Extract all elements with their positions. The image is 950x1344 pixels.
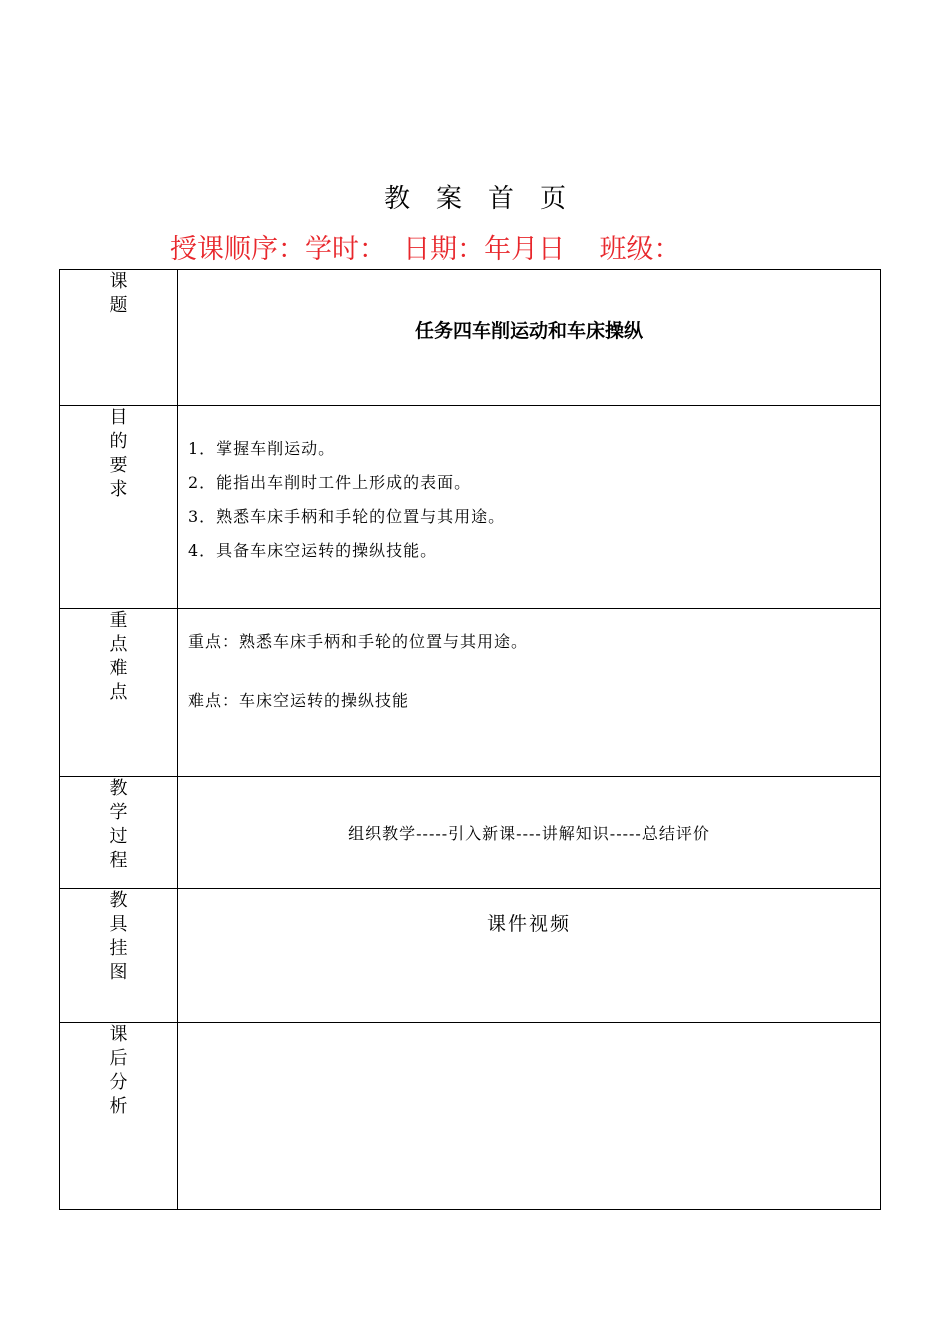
lesson-plan-table (59, 269, 881, 1210)
page-title: 教案首页 (383, 184, 592, 214)
lesson-info-line: 授课顺序：学时： 日期：年月日 班级： (170, 234, 681, 265)
row-label-cell (60, 1023, 178, 1210)
analysis-label: 课后分析 (109, 1024, 128, 1117)
key-points-content (178, 609, 880, 711)
tools-text: 课件视频 (486, 913, 571, 935)
tools-label: 教具挂图 (109, 890, 128, 983)
process-label: 教学过程 (109, 778, 128, 871)
tools-row (60, 889, 881, 1023)
goals-list (178, 406, 880, 568)
goals-cell (178, 406, 881, 609)
topic-text: 任务四车削运动和车床操纵 (414, 320, 643, 342)
row-label-cell (60, 889, 178, 1023)
goals-label: 目的要求 (109, 407, 128, 500)
row-label-cell (60, 777, 178, 889)
difficult-point-text: 难点：车床空运转的操纵技能 (188, 691, 410, 710)
analysis-cell (178, 1023, 881, 1210)
topic-label: 课题 (109, 271, 128, 316)
key-points-label: 重点难点 (109, 610, 128, 703)
topic-row (60, 270, 881, 406)
analysis-row (60, 1023, 881, 1210)
process-cell (178, 777, 881, 889)
goals-row (60, 406, 881, 609)
goal-item: 2．能指出车削时工件上形成的表面。 (188, 473, 472, 492)
row-label-cell (60, 406, 178, 609)
key-point-text: 重点：熟悉车床手柄和手轮的位置与其用途。 (188, 632, 529, 651)
process-row (60, 777, 881, 889)
key-points-cell (178, 609, 881, 777)
goal-item: 1．掌握车削运动。 (188, 439, 336, 458)
goal-item: 4．具备车床空运转的操纵技能。 (188, 541, 438, 560)
process-text: 组织教学-----引入新课----讲解知识-----总结评价 (348, 824, 710, 843)
goal-item: 3．熟悉车床手柄和手轮的位置与其用途。 (188, 507, 506, 526)
tools-cell (178, 889, 881, 1023)
key-points-row (60, 609, 881, 777)
row-label-cell (60, 609, 178, 777)
topic-cell (178, 270, 881, 406)
row-label-cell (60, 270, 178, 406)
